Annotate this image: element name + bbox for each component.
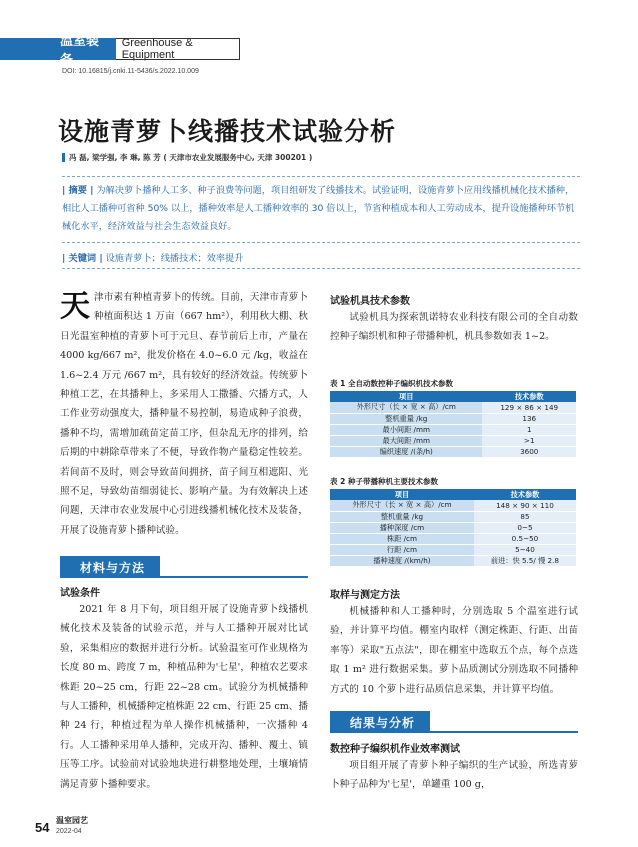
table-cell: 前进：快 5.5/ 慢 2.8: [474, 555, 576, 566]
table-cell: 整机重量 /kg: [330, 511, 474, 522]
table1-header-value: 技术参数: [482, 391, 576, 402]
keywords-label: | 关键词 |: [62, 253, 103, 264]
sampling-text: 机械播种和人工播种时，分别选取 5 个温室进行试验，并计算平均值。棚室内取样（测定株距、行距、出苗率等）采取"五点法"，即在棚室中选取五个点，每个点选取 1 m² 进行数据采集。萝卜品质测试分别选取不同播种方式的 10 个萝卜进行品质信息采集，并计算平均值。: [330, 606, 578, 695]
table-cell: 1: [482, 424, 576, 435]
divider: [62, 176, 580, 177]
keywords: [62, 250, 580, 264]
table-row: [330, 435, 576, 446]
table-row: [330, 544, 576, 555]
table-cell: 85: [474, 511, 576, 522]
table-row: [330, 522, 576, 533]
table-row: [330, 500, 576, 511]
params-paragraph: [330, 308, 578, 347]
table-cell: 外形尺寸（长 × 宽 × 高）/cm: [330, 500, 474, 511]
efficiency-text: 项目组开展了青萝卜种子编织的生产试验，所选青萝卜种子品种为'七星'，单罐重 100 g，: [330, 760, 578, 791]
subhead-params: 试验机具技术参数: [330, 296, 410, 307]
abstract-text: 为解决萝卜播种人工多、种子浪费等问题，项目组研发了线播技术。试验证明，设施青萝卜应用线播机械化技术播种，相比人工播种可省种 50% 以上，播种效率是人工播种效率的 30 倍以上，节省种植成本和人工劳动成本，提升设施播种环节机械化水平，经济效益与社会生态效益良好。: [62, 185, 575, 232]
table-cell: 编织速度 /(条/h): [330, 446, 482, 457]
table-cell: 最小间距 /mm: [330, 424, 482, 435]
table-row: [330, 424, 576, 435]
table-row: [330, 555, 576, 566]
table2-caption: 表 2 种子带播种机主要技术参数: [330, 477, 438, 486]
table-cell: 129 × 86 × 149: [482, 402, 576, 413]
page-number: 54: [35, 820, 50, 835]
table2: [330, 489, 576, 567]
dropcap: 天: [60, 289, 90, 324]
table-cell: >1: [482, 435, 576, 446]
table-cell: 外形尺寸（长 × 宽 × 高）/cm: [330, 402, 482, 413]
efficiency-paragraph: [330, 756, 578, 795]
magazine-name: 温室园艺: [56, 816, 88, 825]
table-row: [330, 413, 576, 424]
divider: [62, 268, 580, 269]
article-title: 设施青萝卜线播技术试验分析: [58, 117, 397, 146]
table-cell: 株距 /cm: [330, 533, 474, 544]
authors-text: 冯 磊, 梁学强, 李 琳, 陈 芳 ( 天津市农业发展服务中心, 天津 300201 ): [69, 153, 313, 162]
section-materials-heading: 材料与方法: [60, 556, 160, 578]
table2-header-item: 项目: [330, 489, 474, 500]
table-cell: 播种深度 /cm: [330, 522, 474, 533]
table-cell: 整机重量 /kg: [330, 413, 482, 424]
table-row: [330, 402, 576, 413]
table-row: [330, 511, 576, 522]
conditions-text: 2021 年 8 月下旬，项目组开展了设施青萝卜线播机械化技术及装备的试验示范，并与人工播种开展对比试验，采集相应的数据并进行分析。试验温室可作业规格为长度 80 m、跨度 7 m，种植品种为'七星'，种植农艺要求株距 20~25 cm，行距 22~28 cm。试验分为机械播种与人工播种，机械播种定植株距 22 cm、行距 25 cm、播种 24 行，种植过程为单人操作机械播种，一次播种 4 行。人工播种采用单人播种，完成开沟、播种、覆土、镇压等工序。试验前对试验地块进行耕整地处理，土壤墒情满足青萝卜播种要求。: [60, 604, 308, 790]
table2-header-value: 技术参数: [474, 489, 576, 500]
table-cell: 0~5: [474, 522, 576, 533]
sampling-paragraph: [330, 602, 578, 699]
abstract-label: | 摘要 |: [62, 185, 94, 196]
intro-paragraph: [60, 288, 308, 540]
divider: [62, 242, 580, 243]
table-cell: 0.5~50: [474, 533, 576, 544]
section-name-cn: 温室装备: [0, 38, 116, 60]
keywords-text: 设施青萝卜；线播技术；效率提升: [105, 253, 244, 264]
section-name-en: Greenhouse & Equipment: [116, 38, 240, 60]
table-cell: 148 × 90 × 110: [474, 500, 576, 511]
table-row: [330, 446, 576, 457]
author-line: [62, 152, 312, 163]
table-cell: 136: [482, 413, 576, 424]
table1-caption: 表 1 全自动数控种子编织机技术参数: [330, 379, 453, 388]
issue-date: 2022-04: [56, 828, 82, 835]
author-marker: [62, 153, 65, 162]
section-results-heading: 结果与分析: [330, 711, 430, 733]
subhead-conditions: 试验条件: [60, 588, 100, 599]
table1-header-item: 项目: [330, 391, 482, 402]
doi-text: DOI: 10.16815/j.cnki.11-5436/s.2022.10.009: [62, 68, 199, 75]
table-cell: 3600: [482, 446, 576, 457]
table-cell: 行距 /cm: [330, 544, 474, 555]
table-row: [330, 533, 576, 544]
subhead-sampling: 取样与测定方法: [330, 590, 400, 601]
params-text: 试验机具为探索凯诺特农业科技有限公司的全自动数控种子编织机和种子带播种机，机具参数如表 1~2。: [330, 312, 578, 343]
abstract: [62, 182, 580, 236]
section-header: [0, 34, 240, 68]
table1: [330, 391, 576, 458]
conditions-paragraph: [60, 600, 308, 794]
subhead-efficiency: 数控种子编织机作业效率测试: [330, 744, 460, 755]
table-cell: 5~40: [474, 544, 576, 555]
table-cell: 播种速度 /(km/h): [330, 555, 474, 566]
table-cell: 最大间距 /mm: [330, 435, 482, 446]
intro-text: 津市素有种植青萝卜的传统。目前，天津市青萝卜种植面积达 1 万亩（667 hm²），利用秋大棚、秋日光温室种植的青萝卜可于元旦、春节前后上市，产量在 4000 kg/667 m²，批发价格在 4.0~6.0 元 /kg，收益在 1.6~2.4 万元 /667 m²，具有较好的经济效益。传统萝卜种植工艺，在其播种上，多采用人工撒播、穴播方式，人工作业劳动强度大，播种量不易控制，易造成种子浪费，播种不均，需增加疏苗定苗工序，但杂乱无序的排列，给后期的中耕除草带来了不便，导致作物产量稳定性较差。若间苗不及时，则会导致苗间拥挤，苗子间互相遮阳、光照不足，导致幼苗细弱徒长、影响产量。为有效解决上述问题，天津市农业发展中心引进线播机械化技术及装备，开展了设施青萝卜播种试验。: [60, 292, 308, 536]
